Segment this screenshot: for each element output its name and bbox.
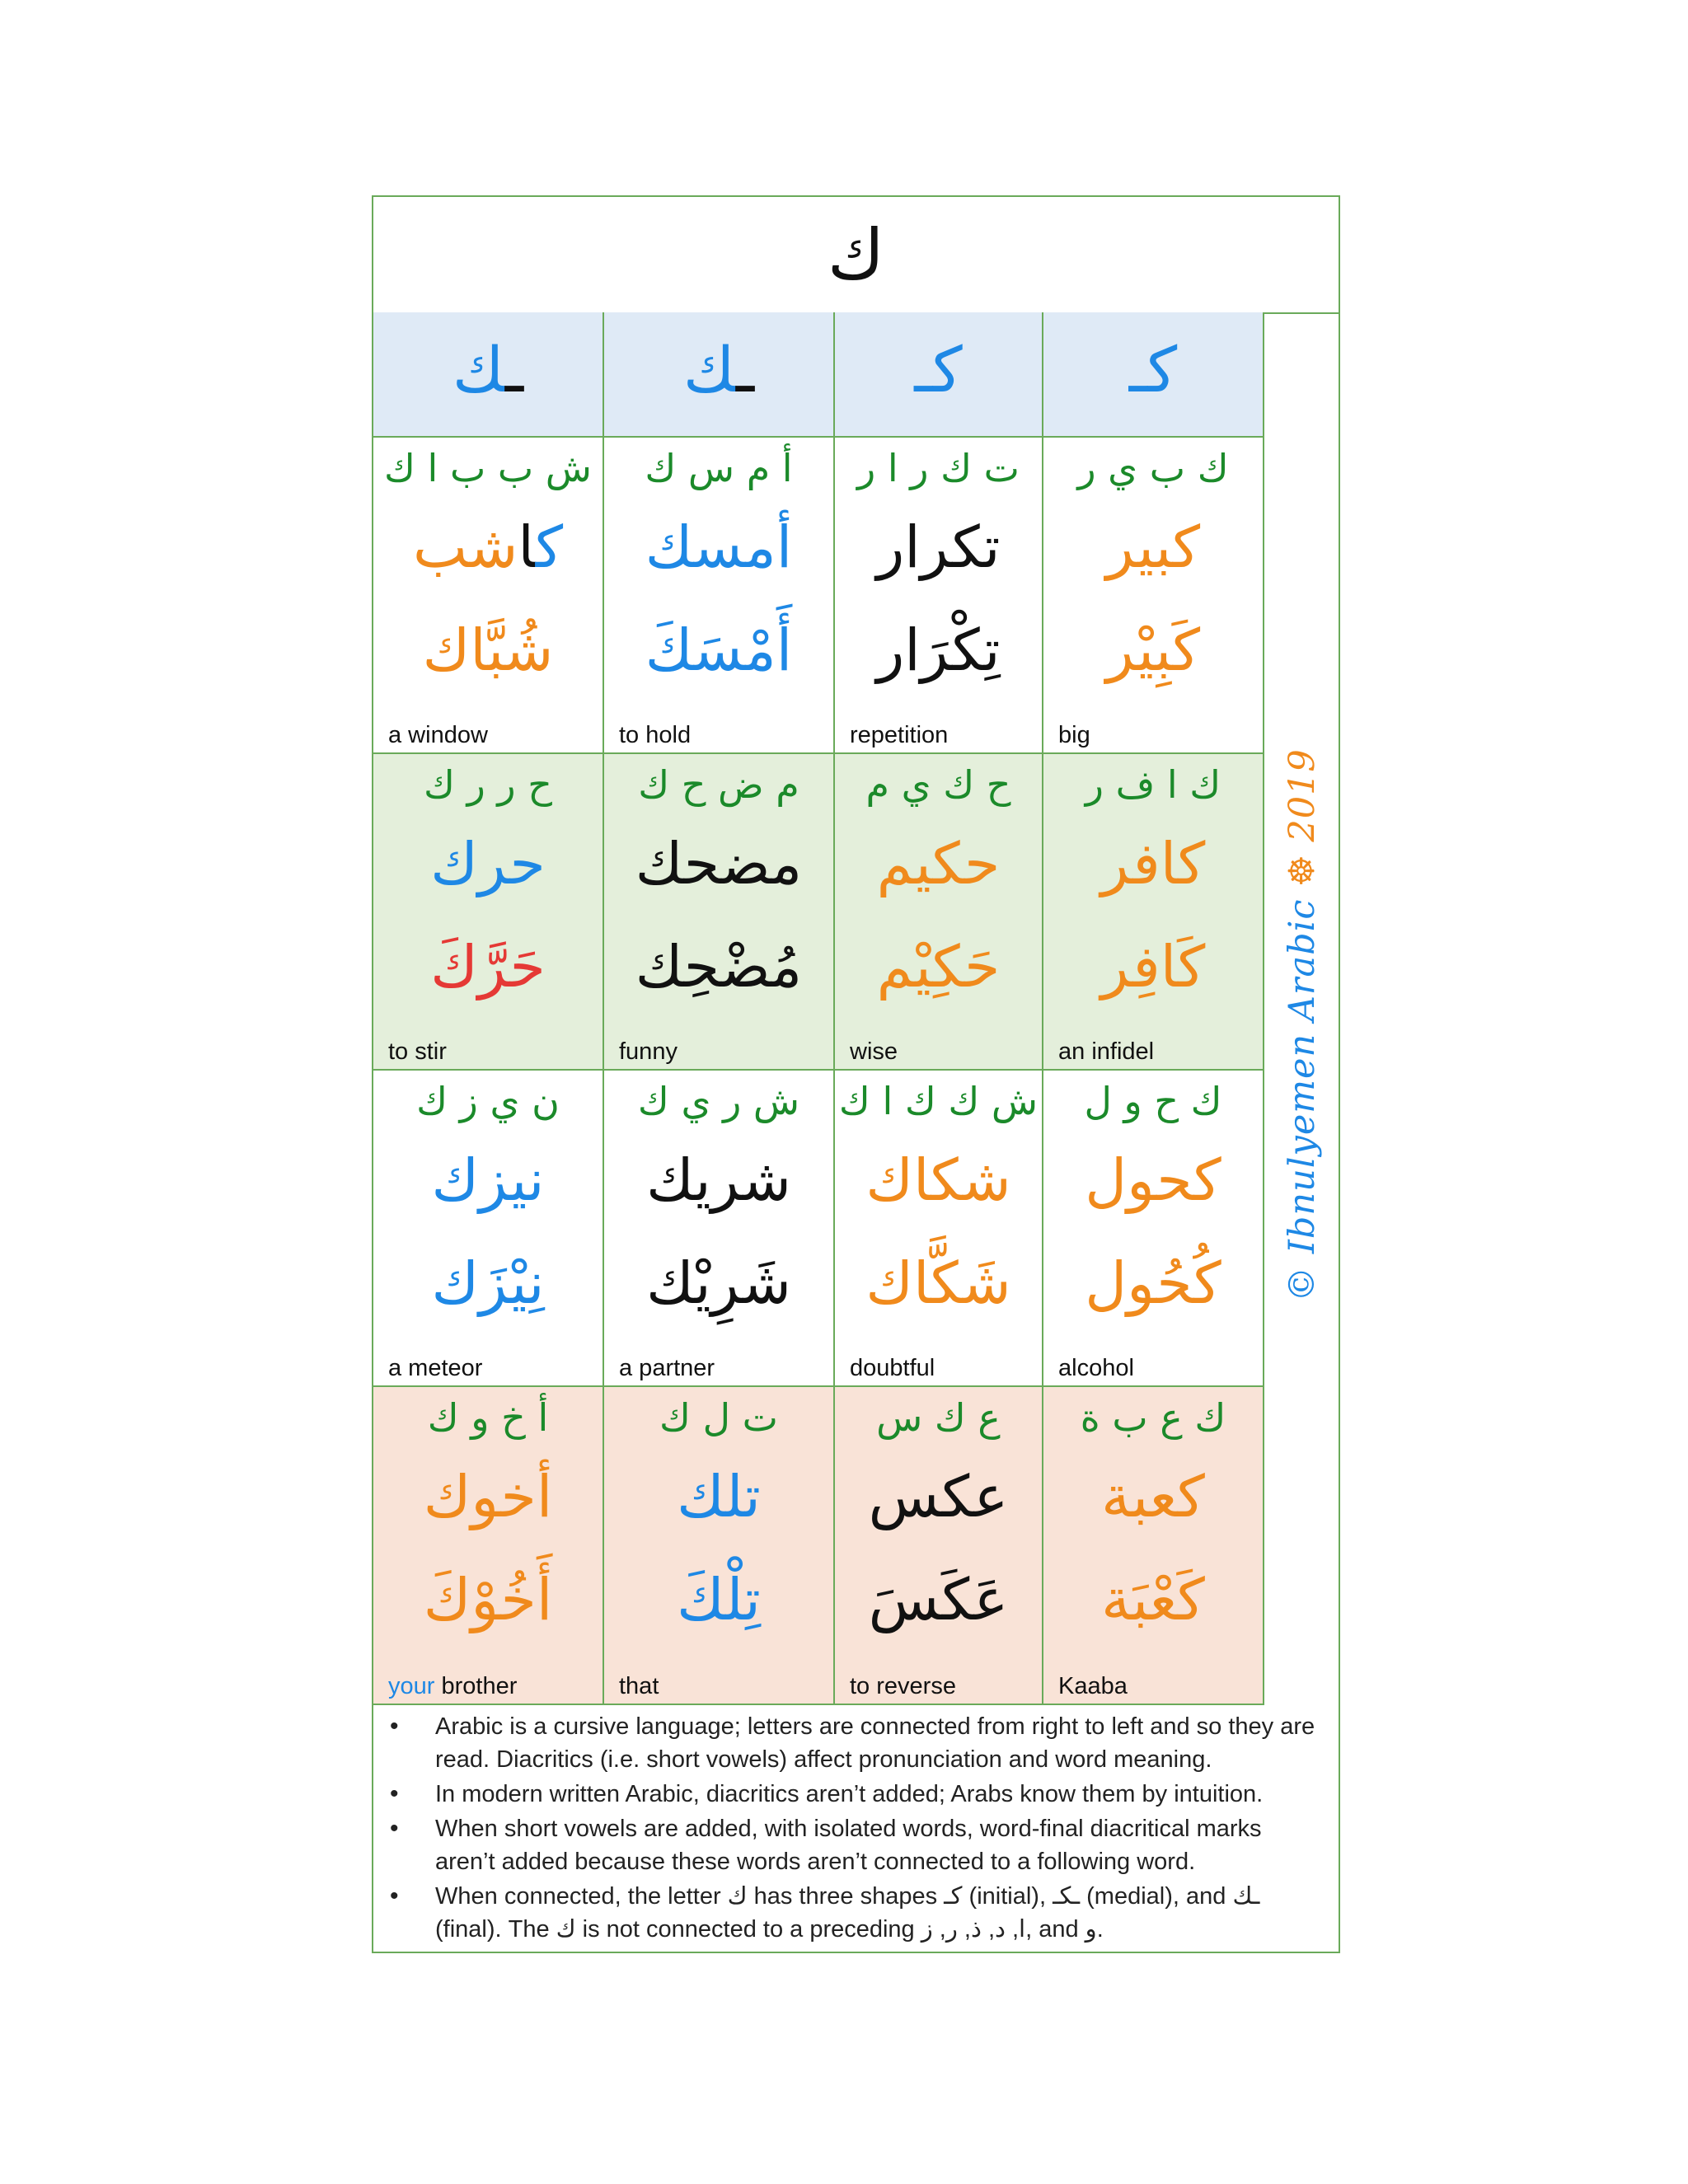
word-plain: كعبة bbox=[1101, 1463, 1205, 1530]
word-cell bbox=[1043, 1387, 1264, 1704]
word-plain: نيزك bbox=[431, 1146, 545, 1214]
form-cell-medial bbox=[835, 312, 1043, 436]
word-gloss: your brother bbox=[388, 1673, 518, 1699]
word-cell bbox=[373, 438, 604, 752]
word-vocalized: عَكَسَ bbox=[868, 1566, 1009, 1633]
word-plain: كاشب bbox=[412, 513, 564, 581]
word-gloss: a meteor bbox=[388, 1355, 483, 1381]
word-gloss: big bbox=[1058, 722, 1090, 748]
letter-forms-row bbox=[373, 312, 1264, 438]
note-item: • Arabic is a cursive language; letters are connected from right to left and so they are read. Diacritics (i.e. short vowels) affect pronunciation and word meaning. bbox=[435, 1710, 1322, 1776]
word-vocalized: كَبِيْر bbox=[1105, 616, 1201, 684]
word-cell bbox=[1043, 754, 1264, 1069]
word-gloss: funny bbox=[619, 1038, 678, 1065]
letter-sheet bbox=[372, 195, 1340, 1953]
letter-breakdown: ك ح و ل bbox=[1084, 1079, 1222, 1123]
gloss-highlight: your bbox=[388, 1673, 435, 1699]
word-plain: كافر bbox=[1100, 830, 1206, 898]
word-gloss: to hold bbox=[619, 722, 692, 748]
word-plain: تلك bbox=[677, 1463, 761, 1530]
form-final-connected: ـك bbox=[682, 333, 755, 406]
word-plain: حرك bbox=[430, 830, 546, 898]
letter-breakdown: ت ل ك bbox=[659, 1395, 778, 1440]
word-grid bbox=[373, 312, 1264, 1705]
word-plain: شريك bbox=[646, 1146, 791, 1214]
word-vocalized: أَخُوْكَ bbox=[423, 1566, 553, 1633]
copyright-column bbox=[1266, 341, 1339, 1709]
word-cell bbox=[604, 438, 835, 752]
form-final: ـك bbox=[452, 333, 524, 406]
word-vocalized: كَافِر bbox=[1100, 933, 1206, 1001]
word-row-2 bbox=[373, 754, 1264, 1071]
word-plain: شكاك bbox=[865, 1146, 1011, 1214]
word-gloss: a partner bbox=[619, 1355, 715, 1381]
letter-breakdown: ت ك ر ا ر bbox=[857, 446, 1020, 490]
word-cell bbox=[604, 754, 835, 1069]
word-plain: أخوك bbox=[423, 1463, 553, 1530]
word-plain: كحول bbox=[1085, 1146, 1221, 1214]
word-gloss: repetition bbox=[850, 722, 949, 748]
word-cell bbox=[835, 1387, 1043, 1704]
word-gloss: wise bbox=[850, 1038, 898, 1065]
letter-breakdown: ش ب ب ا ك bbox=[384, 446, 592, 490]
word-cell bbox=[835, 754, 1043, 1069]
word-gloss: Kaaba bbox=[1058, 1673, 1128, 1699]
word-row-3 bbox=[373, 1071, 1264, 1387]
word-vocalized: حَرَّكَ bbox=[430, 933, 546, 1001]
word-gloss: alcohol bbox=[1058, 1355, 1134, 1381]
word-cell bbox=[604, 1071, 835, 1385]
word-vocalized: نِيْزَك bbox=[431, 1249, 545, 1317]
word-row-4 bbox=[373, 1387, 1264, 1705]
word-vocalized: مُضْحِك bbox=[635, 933, 803, 1001]
note-item: • When short vowels are added, with isolated words, word-final diacritical marks aren’t added because these words aren’t connected to a following word. bbox=[435, 1812, 1322, 1878]
word-cell bbox=[1043, 1071, 1264, 1385]
letter-breakdown: ع ك س bbox=[876, 1395, 1001, 1440]
word-vocalized: تِكْرَار bbox=[876, 616, 1001, 684]
word-gloss: that bbox=[619, 1673, 659, 1699]
copyright-text: © Ibnulyemen Arabic ☸ 2019 bbox=[1282, 748, 1323, 1302]
letter-breakdown: م ض ح ك bbox=[638, 762, 799, 807]
word-cell bbox=[604, 1387, 835, 1704]
word-gloss: an infidel bbox=[1058, 1038, 1155, 1065]
form-cell-final-connected bbox=[604, 312, 835, 436]
notes-section bbox=[373, 1705, 1339, 1952]
word-vocalized: كُحُول bbox=[1085, 1249, 1221, 1317]
letter-breakdown: أ م س ك bbox=[645, 446, 793, 490]
letter-breakdown: ح ك ي م bbox=[865, 762, 1011, 807]
word-gloss: a window bbox=[388, 722, 488, 748]
word-plain: مضحك bbox=[635, 830, 803, 898]
word-plain: تكرار bbox=[876, 513, 1001, 581]
word-gloss: doubtful bbox=[850, 1355, 935, 1381]
page-title: ك bbox=[827, 214, 885, 295]
letter-breakdown: ش ك ك ا ك bbox=[838, 1079, 1039, 1123]
word-gloss: to stir bbox=[388, 1038, 447, 1065]
word-plain: أمسك bbox=[645, 513, 793, 581]
letter-breakdown: ك ب ي ر bbox=[1077, 446, 1229, 490]
form-initial: كـ bbox=[1128, 333, 1178, 406]
word-vocalized: أَمْسَكَ bbox=[645, 616, 793, 684]
word-vocalized: حَكِيْم bbox=[876, 933, 1001, 1001]
word-row-1 bbox=[373, 438, 1264, 754]
logo-icon: ☸ bbox=[1282, 854, 1323, 887]
letter-breakdown: ح ر ر ك bbox=[424, 762, 552, 807]
form-cell-initial bbox=[1043, 312, 1264, 436]
form-medial: كـ bbox=[914, 333, 963, 406]
word-cell bbox=[373, 1071, 604, 1385]
note-item: • When connected, the letter ك has three shapes كـ (initial), ـكـ (medial), and ـك (final). The ك is not connected to a preceding ا, د, ذ, ر, ز, and و. bbox=[435, 1880, 1322, 1946]
word-vocalized: شَكَّاك bbox=[865, 1249, 1011, 1317]
word-cell bbox=[1043, 438, 1264, 752]
word-vocalized: شُبَّاك bbox=[422, 616, 554, 684]
word-cell bbox=[835, 438, 1043, 752]
letter-breakdown: أ خ و ك bbox=[427, 1395, 549, 1440]
word-plain: حكيم bbox=[876, 830, 1001, 898]
word-vocalized: كَعْبَة bbox=[1101, 1566, 1205, 1633]
word-cell bbox=[835, 1071, 1043, 1385]
word-cell bbox=[373, 754, 604, 1069]
note-item: • In modern written Arabic, diacritics aren’t added; Arabs know them by intuition. bbox=[435, 1778, 1322, 1811]
letter-breakdown: ن ي ز ك bbox=[416, 1079, 560, 1123]
word-gloss: to reverse bbox=[850, 1673, 956, 1699]
letter-breakdown: ك ا ف ر bbox=[1085, 762, 1221, 807]
form-cell-final bbox=[373, 312, 604, 436]
word-vocalized: تِلْكَ bbox=[677, 1566, 761, 1633]
letter-breakdown: ك ع ب ة bbox=[1080, 1395, 1226, 1440]
letter-breakdown: ش ر ي ك bbox=[637, 1079, 800, 1123]
word-plain: عكس bbox=[868, 1463, 1009, 1530]
word-vocalized: شَرِيْك bbox=[646, 1249, 791, 1317]
word-cell bbox=[373, 1387, 604, 1704]
title-row bbox=[373, 197, 1339, 314]
word-plain: كبير bbox=[1105, 513, 1201, 581]
